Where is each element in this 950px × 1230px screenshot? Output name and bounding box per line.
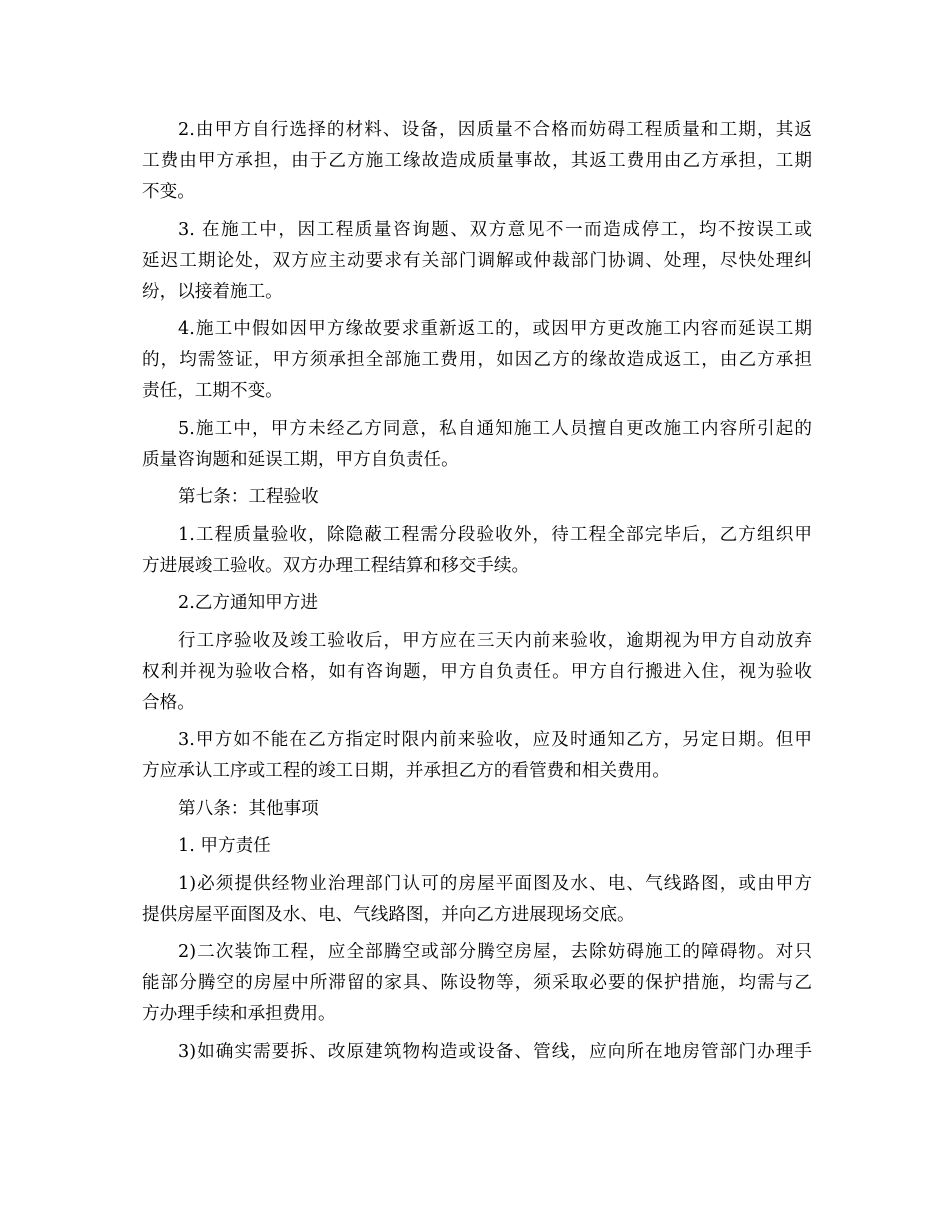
text-line: 第七条：工程验收 (178, 487, 319, 507)
text-line: 不变。 (142, 182, 195, 202)
text-line: 责任，工期不变。 (142, 381, 283, 401)
paragraph (142, 520, 812, 582)
paragraph (142, 937, 812, 1030)
text-line: 方应承认工序或工程的竣工日期，并承担乙方的看管费和相关费用。 (142, 761, 670, 781)
paragraph (142, 1037, 812, 1068)
text-line: 合格。 (142, 692, 195, 713)
text-line: 提供房屋平面图及水、电、气线路图，并向乙方进展现场交底。 (142, 904, 635, 925)
text-line: 方进展竣工验收。双方办理工程结算和移交手续。 (142, 555, 530, 576)
text-line: 5.施工中，甲方未经乙方同意，私自通知施工人员擅自更改施工内容所引起的 (178, 418, 812, 439)
document-page (142, 115, 812, 1074)
text-line: 的，均需签证，甲方须承担全部施工费用，如因乙方的缘故造成返工，由乙方承担 (142, 350, 812, 370)
text-line: 2)二次装饰工程，应全部腾空或部分腾空房屋，去除妨碍施工的障碍物。对只 (178, 942, 812, 962)
paragraph (142, 831, 812, 862)
paragraph (142, 869, 812, 931)
text-line: 工费由甲方承担，由于乙方施工缘故造成质量事故，其返工费用由乙方承担，工期 (142, 151, 812, 171)
paragraph (142, 414, 812, 476)
paragraph (142, 626, 812, 719)
text-line: 2.乙方通知甲方进 (178, 593, 318, 613)
text-line: 1)必须提供经物业治理部门认可的房屋平面图及水、电、气线路图，或由甲方 (178, 873, 812, 894)
text-line: 4.施工中假如因甲方缘故要求重新返工的，或因甲方更改施工内容而延误工期 (178, 319, 812, 339)
text-line: 延迟工期论处，双方应主动要求有关部门调解或仲裁部门协调、处理，尽快处理纠 (142, 250, 812, 271)
section-heading (142, 482, 812, 513)
text-line: 3)如确实需要拆、改原建筑物构造或设备、管线，应向所在地房管部门办理手 (178, 1041, 812, 1062)
text-line: 第八条：其他事项 (178, 798, 319, 819)
text-line: 行工序验收及竣工验收后，甲方应在三天内前来验收，逾期视为甲方自动放弃 (178, 630, 812, 651)
text-line: 3. 在施工中，因工程质量咨询题、双方意见不一而造成停工，均不按误工或 (178, 219, 812, 240)
text-line: 2.由甲方自行选择的材料、设备，因质量不合格而妨碍工程质量和工期，其返 (178, 120, 812, 140)
paragraph (142, 115, 812, 208)
paragraph (142, 215, 812, 308)
text-line: 能部分腾空的房屋中所滞留的家具、陈设物等，须采取必要的保护措施，均需与乙 (142, 973, 812, 993)
text-line: 1.工程质量验收，除隐蔽工程需分段验收外，待工程全部完毕后，乙方组织甲 (178, 524, 812, 545)
paragraph (142, 314, 812, 407)
text-line: 1. 甲方责任 (178, 836, 271, 856)
text-line: 3.甲方如不能在乙方指定时限内前来验收，应及时通知乙方，另定日期。但甲 (178, 730, 812, 750)
section-heading (142, 794, 812, 825)
text-line: 质量咨询题和延误工期，甲方自负责任。 (142, 449, 459, 470)
paragraph (142, 588, 812, 619)
text-line: 纷，以接着施工。 (142, 281, 283, 302)
text-line: 方办理手续和承担费用。 (142, 1004, 336, 1024)
paragraph (142, 725, 812, 787)
text-line: 权利并视为验收合格，如有咨询题，甲方自负责任。甲方自行搬进入住，视为验收 (142, 661, 812, 682)
